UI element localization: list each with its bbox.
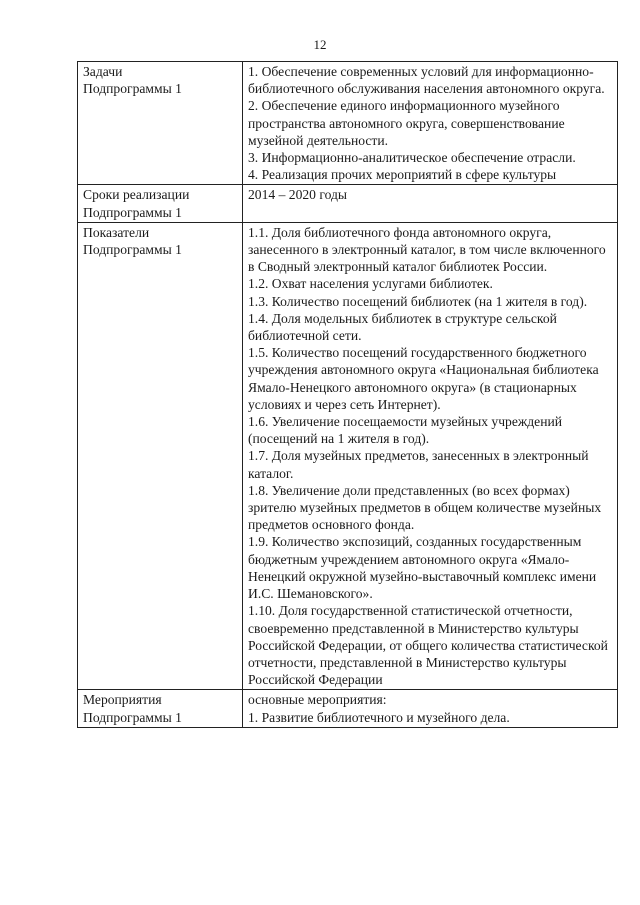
table-row-tasks [78, 62, 618, 185]
table-row-timeframe [78, 185, 618, 222]
row-value-activities [243, 690, 618, 727]
indicator-item: 1.3. Количество посещений библиотек (на 1 жителя в год). [248, 293, 588, 309]
row-label-line: Мероприятия [83, 692, 162, 708]
indicator-item: 1.2. Охват населения услугами библиотек. [248, 276, 493, 292]
indicator-item: 1.7. Доля музейных предметов, занесенных в электронный каталог. [248, 448, 589, 481]
indicator-item: 1.10. Доля государственной статистической отчетности, своевременно представленной в Министерство культуры Российской Федерации, от общего количества статистической отчетности, представленной в Министерство культуры Российской Федерации [248, 603, 608, 688]
row-label-line: Подпрограммы 1 [83, 242, 182, 258]
table-row-activities [78, 690, 618, 727]
row-label-indicators [78, 222, 243, 689]
task-item: 3. Информационно-аналитическое обеспечение отрасли. [248, 150, 576, 166]
table-row-indicators [78, 222, 618, 689]
row-label-line: Задачи [83, 64, 123, 79]
indicator-item: 1.6. Увеличение посещаемости музейных учреждений (посещений на 1 жителя в год). [248, 414, 563, 447]
row-value-timeframe [243, 185, 618, 222]
row-label-line: Подпрограммы 1 [83, 81, 182, 97]
row-label-line: Сроки реализации [83, 187, 190, 203]
indicator-item: 1.4. Доля модельных библиотек в структуре сельской библиотечной сети. [248, 310, 557, 344]
activity-item: 1. Развитие библиотечного и музейного дела. [248, 709, 510, 725]
indicator-item: 1.5. Количество посещений государственного бюджетного учреждения автономного округа «Национальная библиотека Ямало-Ненецкого автономного округа» (в стационарных условиях и через сеть Интернет). [248, 345, 599, 412]
task-item: 1. Обеспечение современных условий для информационно-библиотечного обслуживания населения автономного округа. [248, 64, 605, 97]
row-label-line: Показатели [83, 224, 150, 240]
indicator-item: 1.1. Доля библиотечного фонда автономного округа, занесенного в электронный каталог, в том числе включенного в Сводный электронный каталог библиотек России. [248, 224, 606, 275]
row-label-timeframe [78, 185, 243, 222]
timeframe-value: 2014 – 2020 годы [248, 187, 348, 203]
row-value-tasks [243, 62, 618, 185]
task-item: 2. Обеспечение единого информационного музейного пространства автономного округа, совершенствование музейной деятельности. [248, 98, 565, 148]
indicator-item: 1.9. Количество экспозиций, созданных государственным бюджетным учреждением автономного округа «Ямало-Ненецкий окружной музейно-выставочный комплекс имени И.С. Шемановского». [248, 534, 597, 602]
subprogram-passport-table [77, 61, 618, 728]
row-label-line: Подпрограммы 1 [83, 709, 182, 725]
row-label-tasks [78, 62, 243, 185]
indicator-item: 1.8. Увеличение доли представленных (во всех формах) зрителю музейных предметов в общем количестве музейных предметов основного фонда. [248, 482, 602, 533]
page-number: 12 [313, 37, 327, 52]
row-value-indicators [243, 222, 618, 689]
row-label-line: Подпрограммы 1 [83, 204, 182, 220]
row-label-activities [78, 690, 243, 727]
task-item: 4. Реализация прочих мероприятий в сфере культуры [248, 167, 557, 183]
activity-item: основные мероприятия: [248, 692, 387, 708]
